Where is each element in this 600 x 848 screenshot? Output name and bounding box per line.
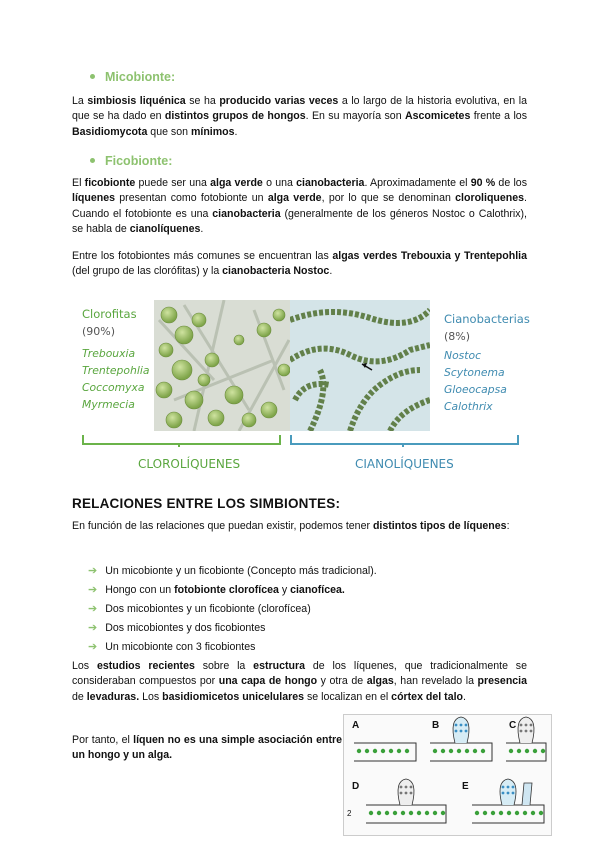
side-number: 2	[347, 809, 352, 818]
yeast-cell	[507, 786, 510, 789]
genus-label: Coccomyxa	[82, 381, 145, 394]
alga-cell	[507, 811, 511, 815]
panel-label: B	[432, 720, 440, 731]
alga-cell	[449, 749, 453, 753]
bold-text: una capa de hongo	[218, 675, 318, 688]
bold-text: ficobionte	[84, 177, 136, 189]
bold-text: simbiosis liquénica	[87, 95, 186, 107]
text-run: de los	[495, 177, 527, 189]
alga-cell	[525, 749, 529, 753]
genus-label: Trentepohlia	[82, 364, 150, 377]
text-run: . Cuando el fotobionte es una	[72, 192, 527, 220]
alga-cell	[475, 811, 479, 815]
yeast-cell	[502, 792, 505, 795]
yeast-cell	[520, 730, 523, 733]
text-run: Por tanto, el	[72, 734, 134, 746]
text-run: Dos micobiontes y un ficobionte (clorofícea)	[105, 603, 311, 615]
bold-text: algas verdes Trebouxia y Trentepohlia	[332, 250, 527, 262]
text-run: (generalmente de los géneros Nostoc o Calothrix), se habla de	[72, 207, 527, 236]
alga-cell	[441, 811, 445, 815]
yeast-cell	[455, 724, 458, 727]
cyanobacteria-micrograph	[290, 300, 430, 431]
cortex-bump	[522, 783, 532, 805]
alga-cell	[425, 811, 429, 815]
alga-cell	[365, 749, 369, 753]
text-run: sobre la	[194, 660, 254, 672]
text-run: puede ser una	[135, 177, 211, 189]
alga-cell	[509, 749, 513, 753]
text-run: frente a los	[470, 110, 527, 123]
text-run: se ha	[185, 95, 220, 107]
text-run: y otra de	[317, 675, 367, 688]
text-run: que son	[147, 125, 191, 138]
bold-text: estudios recientes	[96, 660, 195, 672]
alga-cell	[465, 749, 469, 753]
text-run: se localizan en el	[304, 690, 392, 703]
text-run: Hongo con un	[105, 584, 175, 596]
bold-text: cloroliquenes	[455, 192, 525, 205]
text-run: a lo largo de la historia evolutiva, en la que se ha dado en	[72, 95, 527, 123]
alga-cell	[523, 811, 527, 815]
bold-text: distintos tipos de líquenes	[372, 520, 507, 532]
alga-cell	[491, 811, 495, 815]
list-item	[88, 600, 377, 619]
arrow-right-icon: ➔	[88, 565, 98, 577]
bold-text: 90 %	[470, 177, 496, 189]
bold-text: cianofícea.	[290, 584, 345, 596]
text-run: En función de las relaciones que puedan existir, podemos tener	[72, 520, 373, 532]
alga-cell	[357, 749, 361, 753]
yeast-cell	[460, 730, 463, 733]
text-run: :	[506, 520, 510, 532]
yeast-cell	[465, 730, 468, 733]
text-run: Dos micobiontes y dos ficobiontes	[105, 622, 266, 634]
alga-cell	[385, 811, 389, 815]
alga-cell	[499, 811, 503, 815]
genus-label: Calothrix	[444, 400, 493, 413]
alga-cell	[389, 749, 393, 753]
list-item-text	[105, 584, 345, 596]
text-run: El	[72, 177, 85, 189]
alga-cell	[483, 811, 487, 815]
cloroliquenes-label: CLOROLÍQUENES	[138, 457, 241, 471]
bold-text: líquenes	[72, 192, 115, 205]
list-item-text	[105, 641, 255, 653]
yeast-cell	[465, 724, 468, 727]
panel-label: A	[352, 720, 360, 731]
bold-text: alga verde	[210, 177, 263, 189]
alga-cell	[397, 749, 401, 753]
alga-cell	[433, 749, 437, 753]
bold-text: mínimos	[190, 125, 235, 138]
bracket-tick	[178, 443, 180, 447]
alga-cell	[531, 811, 535, 815]
cloroliquenes-bracket	[82, 435, 281, 445]
photobiont-figure	[72, 297, 532, 479]
yeast-cell	[405, 786, 408, 789]
bold-text: fotobionte clorofícea	[174, 584, 279, 596]
yeast-cell	[502, 786, 505, 789]
text-run: Los	[139, 690, 163, 703]
ficobionte-heading: Ficobionte:	[90, 154, 172, 168]
text-run: Entre los fotobiontes más comunes se encuentran las	[72, 250, 333, 262]
text-run: , por lo que se denominan	[321, 192, 456, 205]
bold-text: levaduras.	[86, 690, 140, 703]
yeast-cell	[530, 724, 533, 727]
alga-cell	[393, 811, 397, 815]
bracket-tick	[402, 443, 404, 447]
cianoliquenes-label: CIANOLÍQUENES	[355, 457, 454, 471]
text-run: .	[234, 125, 238, 138]
alga-cell	[369, 811, 373, 815]
list-item-text	[105, 603, 311, 615]
text-run: , han revelado la	[393, 675, 478, 688]
bold-text: producido varias veces	[219, 95, 339, 107]
text-run: La	[72, 95, 88, 107]
yeast-cell	[507, 792, 510, 795]
bold-text: presencia	[477, 675, 528, 688]
list-item	[88, 619, 377, 638]
bullet-icon	[90, 74, 95, 79]
alga-cell	[457, 749, 461, 753]
bold-text: cianolíquenes	[129, 223, 201, 236]
text-run: Un micobionte con 3 ficobiontes	[105, 641, 256, 653]
genus-label: Myrmecia	[82, 398, 135, 411]
lichen-types-list	[88, 562, 377, 657]
alga-cell	[401, 811, 405, 815]
yeast-cell	[525, 730, 528, 733]
cianobacterias-percent: (8%)	[444, 330, 471, 343]
text-run: de los líquenes, que tradicionalmente se consideraban compuestos por	[72, 660, 527, 688]
bold-text: basidiomicetos unicelulares	[162, 690, 305, 703]
yeast-cell	[410, 792, 413, 795]
text-run: y	[278, 584, 291, 596]
yeast-cell	[410, 786, 413, 789]
yeast-cell	[400, 786, 403, 789]
clorofitas-percent: (90%)	[82, 325, 116, 338]
list-item-text	[105, 622, 265, 634]
clorofitas-title: Clorofitas	[82, 307, 137, 321]
list-item-text	[105, 565, 376, 577]
green-algae-micrograph	[154, 300, 294, 431]
alga-cell	[381, 749, 385, 753]
arrow-right-icon: ➔	[88, 603, 98, 615]
alga-cell	[539, 811, 543, 815]
yeast-cell	[405, 792, 408, 795]
diagram-svg	[344, 715, 551, 835]
bold-text: Ascomicetes	[404, 110, 471, 123]
alga-cell	[515, 811, 519, 815]
text-run: .	[463, 690, 466, 703]
micobionte-heading: Micobionte:	[90, 70, 175, 84]
estudios-paragraph	[72, 659, 527, 705]
genus-label: Trebouxia	[82, 347, 136, 360]
cianobacterias-title: Cianobacterias	[444, 312, 530, 326]
text-run: de	[72, 690, 87, 703]
alga-cell	[405, 749, 409, 753]
text-run: . En su mayoría son	[305, 110, 405, 123]
relaciones-title: RELACIONES ENTRE LOS SIMBIONTES:	[72, 496, 341, 511]
alga-cell	[377, 811, 381, 815]
yeast-cell	[525, 724, 528, 727]
text-run: .	[329, 265, 333, 278]
bold-text: cianobacteria Nostoc	[222, 265, 330, 278]
lichen-structure-diagram	[343, 714, 552, 836]
bold-text: estructura	[253, 660, 305, 672]
yeast-cell	[512, 786, 515, 789]
list-item	[88, 562, 377, 581]
micobionte-paragraph	[72, 94, 527, 140]
panel-label: C	[509, 720, 517, 731]
text-run: Los	[72, 660, 97, 672]
bold-text: córtex del talo	[391, 690, 463, 703]
bold-text: algas	[366, 675, 394, 688]
list-item	[88, 581, 377, 600]
genus-label: Scytonema	[444, 366, 505, 379]
yeast-cell	[530, 730, 533, 733]
genus-label: Nostoc	[444, 349, 482, 362]
alga-cell	[481, 749, 485, 753]
arrow-right-icon: ➔	[88, 622, 98, 634]
text-run: presentan como fotobionte un	[114, 192, 268, 205]
text-run: (del grupo de las clorófitas) y la	[72, 265, 223, 278]
arrow-right-icon: ➔	[88, 641, 98, 653]
alga-cell	[433, 811, 437, 815]
text-run: o una	[262, 177, 297, 189]
bold-text: Basidiomycota	[72, 125, 148, 138]
bold-text: distintos grupos de hongos	[164, 110, 306, 123]
text-run: .	[200, 223, 204, 236]
yeast-cell	[512, 792, 515, 795]
yeast-cell	[520, 724, 523, 727]
bold-text: alga verde	[267, 192, 322, 205]
ficobionte-paragraph-1	[72, 176, 527, 238]
alga-cell	[541, 749, 545, 753]
ficobionte-paragraph-2	[72, 249, 527, 280]
genus-label: Gloeocapsa	[444, 383, 507, 396]
arrow-right-icon: ➔	[88, 584, 98, 596]
conclusion-paragraph	[72, 733, 342, 764]
alga-cell	[517, 749, 521, 753]
text-run: . Aproximadamente el	[364, 177, 471, 189]
yeast-cell	[400, 792, 403, 795]
list-item	[88, 638, 377, 657]
alga-cell	[533, 749, 537, 753]
cianobacterias-genera	[444, 347, 507, 415]
alga-cell	[441, 749, 445, 753]
alga-cell	[417, 811, 421, 815]
bold-text: cianobacteria	[296, 177, 365, 189]
yeast-cell	[455, 730, 458, 733]
alga-cell	[409, 811, 413, 815]
alga-cell	[473, 749, 477, 753]
cianoliquenes-bracket	[290, 435, 519, 445]
yeast-cell	[460, 724, 463, 727]
bullet-icon	[90, 158, 95, 163]
panel-label: E	[462, 781, 469, 792]
bold-text: cianobacteria	[212, 207, 281, 220]
alga-cell	[373, 749, 377, 753]
text-run: Un micobionte y un ficobionte (Concepto más tradicional).	[105, 565, 377, 577]
panel-label: D	[352, 781, 360, 792]
relaciones-intro	[72, 519, 527, 534]
bold-text: líquen no es una simple asociación entre un hongo y un alga.	[72, 734, 342, 762]
clorofitas-genera	[82, 345, 149, 413]
